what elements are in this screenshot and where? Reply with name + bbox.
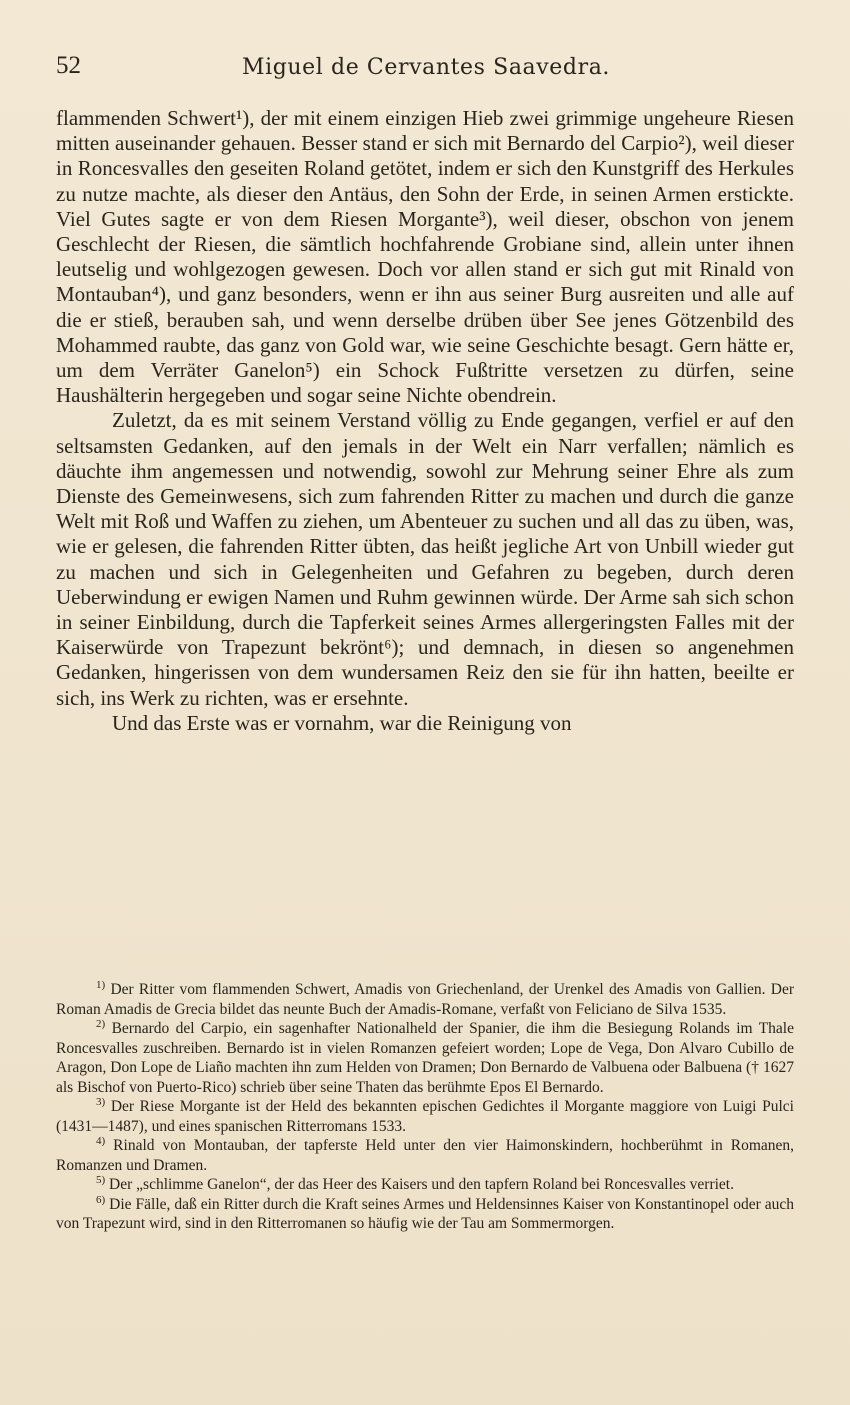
footnote — [56, 1136, 794, 1175]
main-text — [56, 106, 794, 736]
footnote-text: Rinald von Montauban, der tapferste Held unter den vier Haimonskindern, hochberühmt in Romanen, Romanzen und Dramen. — [56, 1137, 795, 1174]
footnote-mark: 1) — [96, 978, 106, 991]
footnote-mark: 5) — [96, 1173, 106, 1186]
paragraph: Und das Erste was er vornahm, war die Reinigung von — [112, 710, 572, 735]
footnote — [56, 1097, 794, 1136]
footnote-mark: 4) — [96, 1134, 106, 1147]
footnote-divider — [56, 956, 794, 957]
paragraph: flammenden Schwert¹), der mit einem einzigen Hieb zwei grimmige ungeheure Riesen mitten auseinander gehauen. Besser stand er sich mit Bernardo del Carpio²), weil dieser in Roncesvalles den geseiten Roland getötet, indem er sich den Kunstgriff des Herkules zu nutze machte, als dieser den Antäus, den Sohn der Erde, in seinen Armen erstickte. Viel Gutes sagte er von dem Riesen Morgante³), weil dieser, obschon von jenem Geschlecht der Riesen, die sämtlich hochfahrende Grobiane sind, allein unter ihnen leutselig und wohlgezogen gewesen. Doch vor allen stand er sich gut mit Rinald von Montauban⁴), und ganz besonders, wenn er ihn aus seiner Burg ausreiten und alle auf die er stieß, berauben sah, und wenn derselbe drüben über See jenes Götzenbild des Mohammed raubte, das ganz von Gold war, wie seine Geschichte besagt. Gern hätte er, um dem Verräter Ganelon⁵) ein Schock Fußtritte versetzen zu dürfen, seine Haushälterin hergegeben und sogar seine Nichte obendrein. — [56, 106, 794, 408]
footnotes — [56, 980, 794, 1234]
running-title: Miguel de Cervantes Saavedra. — [241, 55, 611, 80]
footnote-mark: 2) — [96, 1017, 106, 1030]
page-number: 52 — [56, 52, 81, 79]
footnote — [56, 1175, 794, 1195]
footnote-text: Der „schlimme Ganelon“, der das Heer des Kaisers und den tapfern Roland bei Roncesvalles verriet. — [109, 1176, 734, 1193]
footnote — [56, 1195, 794, 1234]
footnote-text: Bernardo del Carpio, ein sagenhafter Nationalheld der Spanier, die ihm die Besiegung Rolands im Thale Roncesvalles zuschreiben. Bernardo ist in vielen Romanzen gefeiert worden; Lope de Vega, Don Alvaro Cubillo de Aragon, Don Lope de Liaño machten ihn zum Helden von Dramen; Don Bernardo de Valbuena oder Balbuena († 1627 als Bischof von Puerto-Rico) schrieb über seine Thaten das berühmte Epos El Bernardo. — [56, 1020, 794, 1096]
page-header — [56, 46, 796, 86]
paragraph: Zuletzt, da es mit seinem Verstand völlig zu Ende gegangen, verfiel er auf den seltsamsten Gedanken, auf den jemals in der Welt ein Narr verfallen; nämlich es däuchte ihm angemessen und notwendig, sowohl zur Mehrung seiner Ehre als zum Dienste des Gemeinwesens, sich zum fahrenden Ritter zu machen und durch die ganze Welt mit Roß und Waffen zu ziehen, um Abenteuer zu suchen und all das zu üben, was, wie er gelesen, die fahrenden Ritter übten, das heißt jegliche Art von Unbill wieder gut zu machen und sich in Gelegenheiten und Gefahren zu begeben, durch deren Ueberwindung er ewigen Namen und Ruhm gewinnen würde. Der Arme sah sich schon in seiner Einbildung, durch die Tapferkeit seines Armes allergeringsten Falles mit der Kaiserwürde von Trapezunt bekrönt⁶); und demnach, in diesen so angenehmen Gedanken, hingerissen von dem wundersamen Reiz den sie für ihn hatten, beeilte er sich, ins Werk zu richten, was er ersehnte. — [56, 408, 794, 710]
footnote-text: Der Riese Morgante ist der Held des bekannten epischen Gedichtes il Morgante maggiore von Luigi Pulci (1431—1487), und eines spanischen Ritterromans 1533. — [56, 1098, 794, 1135]
footnote — [56, 980, 794, 1019]
footnote-text: Die Fälle, daß ein Ritter durch die Kraft seines Armes und Heldensinnes Kaiser von Konstantinopel oder auch von Trapezunt wird, sind in den Ritterromanen so häufig wie der Tau am Sommermorgen. — [56, 1195, 794, 1232]
footnote-mark: 3) — [96, 1095, 106, 1108]
footnote — [56, 1019, 794, 1097]
footnote-mark: 6) — [96, 1193, 106, 1206]
footnote-text: Der Ritter vom flammenden Schwert, Amadis von Griechenland, der Urenkel des Amadis von Gallien. Der Roman Amadis de Grecia bildet das neunte Buch der Amadis-Romane, verfaßt von Feliciano de Silva 1535. — [56, 981, 795, 1018]
